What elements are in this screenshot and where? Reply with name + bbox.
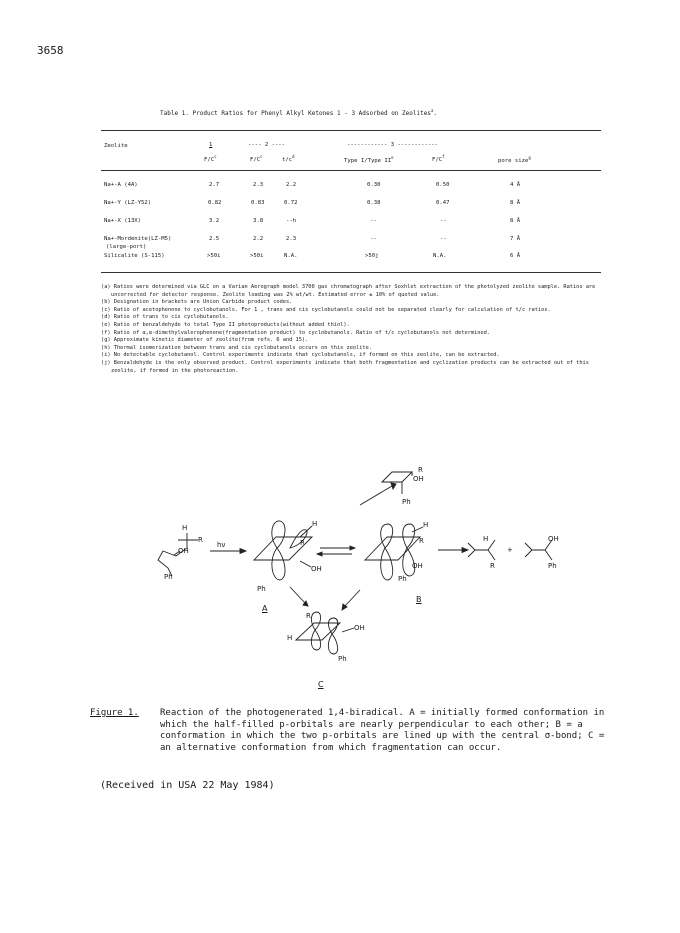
table-cell: 8 Å	[510, 218, 521, 224]
table-cell: 2.7	[209, 182, 220, 188]
footnote-b: (b) Designation in brackets are Union Carbide product codes.	[101, 299, 293, 306]
figure-caption-text: Reaction of the photogenerated 1,4-biradical. A = initially formed conformation in which the half-filled p-orbitals are nearly perpendicular to each other; B = a conformation in which the two p-orbitals are lined up with the central σ-bond; C = an alternative conformation from which fragmentation can occur.	[160, 708, 605, 753]
lbl-ph: Ph	[548, 562, 557, 570]
lbl-h: H	[182, 524, 188, 532]
table-caption-sup: a	[430, 108, 434, 113]
head-zeolite: Zeolite	[104, 143, 128, 149]
lbl-r: R	[490, 562, 495, 570]
table-caption: Table 1. Product Ratios for Phenyl Alkyl Ketones 1 - 3 Adsorbed on Zeolites$^a$.	[160, 108, 437, 117]
label-b: B	[416, 595, 422, 604]
figure-caption-label: Figure 1.	[90, 708, 139, 718]
footnote-d: (d) Ratio of trans to cis cyclobutanols.	[101, 314, 229, 321]
table-cell: 7 Å	[510, 236, 521, 242]
table-cell-zeolite: Silicalite (S-115)	[104, 253, 165, 259]
table-cell: N.A.	[284, 253, 298, 259]
lbl-hv: hν	[217, 541, 226, 549]
p-orbital-a-upper	[272, 521, 285, 548]
alkene-product	[468, 540, 495, 560]
table-cell: 0.83	[251, 200, 265, 206]
table-cell: --	[370, 218, 377, 224]
lbl-oh: OH	[178, 547, 189, 555]
lbl-plus: +	[507, 546, 513, 554]
table-cell: --	[370, 236, 377, 242]
lbl-oh: OH	[412, 562, 423, 570]
table-cell: 0.82	[208, 200, 222, 206]
footnote-f: (f) Ratio of α,α-dimethylvalerophenone(fragmentation product) to cyclobutanols. Ratio of t/c cyclobutanols not determined.	[101, 329, 491, 336]
cyclization-arrow	[360, 486, 392, 505]
table-cell: 2.2	[253, 236, 264, 242]
lbl-ph: Ph	[257, 585, 266, 593]
equilibrium-arrow-ac	[290, 587, 305, 603]
sub-fc-2: $F/C^c$	[250, 154, 263, 163]
lbl-ph: Ph	[164, 573, 173, 581]
equilibrium-arrow-head	[317, 552, 322, 556]
footnote-g: (g) Approximate kinetic diameter of zeolite(from refs. 6 and 15).	[101, 337, 309, 344]
table-cell: 0.47	[436, 200, 450, 206]
lbl-r: R	[198, 536, 203, 544]
sub-fc-1: $F/C^c$	[204, 154, 217, 163]
footnote-a: (a) Ratios were determined via GLC on a Varian Aerograph model 3700 gas chromatograph after Soxhlet extraction of the photolyzed zeolite sample. Ratios are uncorrected for detector response. Zeolite loading was 2% wt/wt. Estimated error ± 10% of quoted value.	[101, 284, 596, 298]
hv-arrow-head	[240, 549, 246, 554]
sub-pore-size: pore size$^g$	[498, 155, 531, 164]
table-cell-zeolite: (large-port)	[106, 244, 147, 250]
footnote-i: (i) No detectable cyclobutanol. Control experiments indicate that cyclobutanols, if formed on this zeolite, can be extracted.	[101, 352, 500, 359]
head-compound-2: ---- 2 ----	[248, 142, 286, 148]
cyclobutanol	[382, 472, 412, 494]
p-orbital-b-lower	[381, 548, 393, 580]
table-cell-zeolite: Na+-Y (LZ-Y52)	[104, 200, 152, 206]
table-cell: 8 Å	[510, 200, 521, 206]
table-cell: --	[440, 218, 447, 224]
table-cell: 0.50	[436, 182, 450, 188]
equilibrium-arrow-head	[350, 546, 355, 550]
table-cell: 2.3	[253, 182, 264, 188]
equilibrium-arrow-bc	[345, 590, 360, 606]
fragmentation-arrow-head	[462, 548, 468, 553]
lbl-r: R	[300, 539, 305, 547]
table-cell: N.A.	[433, 253, 447, 259]
head-compound-3: ------------ 3 ------------	[347, 142, 438, 148]
table-cell: 0.72	[284, 200, 298, 206]
lbl-oh: OH	[413, 475, 424, 483]
received-date: (Received in USA 22 May 1984)	[100, 780, 275, 791]
p-orbital-c-lower-2	[328, 634, 337, 654]
lbl-ph: Ph	[398, 575, 407, 583]
page-number: 3658	[37, 44, 64, 57]
table-cell-zeolite: Na+-A (4A)	[104, 182, 138, 188]
table-cell: >50i	[250, 253, 264, 259]
p-orbital-c-upper	[311, 612, 320, 630]
bond-a-oh	[300, 561, 311, 567]
lbl-h: H	[312, 520, 318, 528]
table-cell: >50j	[365, 253, 379, 259]
table-cell: 2.2	[286, 182, 297, 188]
bond-b-h	[412, 527, 423, 532]
label-c: C	[318, 680, 324, 689]
lbl-oh: OH	[548, 535, 559, 543]
table-cell: 2.5	[209, 236, 220, 242]
sub-type-ratio: Type I/Type IIe	[344, 155, 394, 164]
bond-c-oh	[342, 628, 354, 632]
head-compound-1: 1	[209, 142, 213, 148]
lbl-ph: Ph	[402, 498, 411, 506]
lbl-r: R	[306, 612, 311, 620]
lbl-r: R	[419, 537, 424, 545]
label-a: A	[262, 604, 268, 613]
table-caption-text: Table 1. Product Ratios for Phenyl Alkyl Ketones 1 - 3 Adsorbed on Zeolites	[160, 110, 431, 117]
sub-tc-2: $t/c^d$	[282, 154, 295, 163]
table-cell: 3.2	[209, 218, 220, 224]
lbl-r: R	[418, 466, 423, 474]
table-cell-zeolite: Na+-X (13X)	[104, 218, 142, 224]
lbl-h: H	[423, 521, 429, 529]
lbl-h: H	[483, 535, 489, 543]
table-cell: --h	[286, 218, 297, 224]
cyclization-arrow-head	[391, 483, 396, 489]
p-orbital-b-upper	[381, 524, 393, 548]
lbl-oh: OH	[354, 624, 365, 632]
footnote-e: (e) Ratio of benzaldehyde to total Type II photoproducts(without added thiol).	[101, 321, 350, 328]
lbl-h: H	[287, 634, 293, 642]
table-cell: 2.3	[286, 236, 297, 242]
p-orbital-a-lower	[272, 548, 285, 580]
sub-fc-3: $F/C^f$	[432, 154, 445, 163]
footnote-c: (c) Ratio of acetophenone to cyclobutanols. For 1 , trans and cis cyclobutanols could not be separated clearly for calculation of t/c ratios.	[101, 306, 551, 313]
lbl-oh: OH	[311, 565, 322, 573]
footnote-h: (h) Thermal isomerization between trans and cis cyclobutanols occurs on this zeolite.	[101, 344, 373, 351]
enol-product	[525, 540, 552, 560]
table-cell: --	[440, 236, 447, 242]
table-cell: >50i	[207, 253, 221, 259]
footnote-j: (j) Benzaldehyde is the only observed product. Control experiments indicate that both fragmentation and cyclization products can be extracted out of this zeolite, if formed in the photoreaction.	[101, 359, 589, 374]
table-cell: 0.38	[367, 200, 381, 206]
table-cell-zeolite: Na+-Mordenite(LZ-M5)	[104, 236, 172, 242]
table-cell: 4 Å	[510, 182, 521, 188]
table-cell: 6 Å	[510, 253, 521, 259]
table-cell: 0.30	[367, 182, 381, 188]
table-cell: 3.8	[253, 218, 264, 224]
lbl-ph: Ph	[338, 655, 347, 663]
